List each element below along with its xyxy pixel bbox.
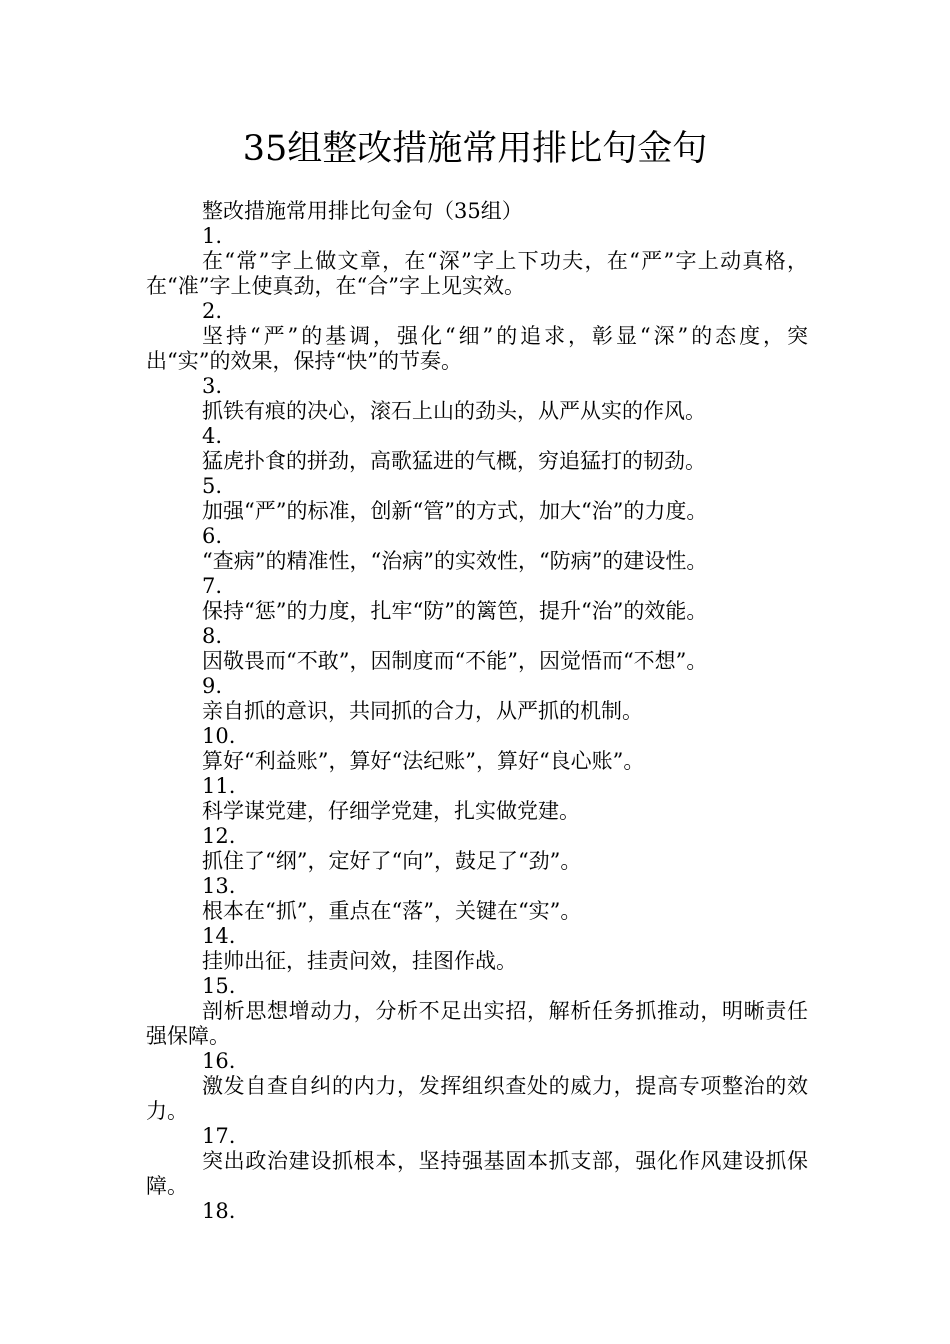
- item-list: [146, 224, 808, 1224]
- item-text: 剖析思想增动力，分析不足出实招，解析任务抓推动，明晰责任强保障。: [146, 999, 808, 1048]
- item-text: 猛虎扑食的拼劲，高歌猛进的气概，穷追猛打的韧劲。: [202, 449, 706, 473]
- item-number: 1.: [202, 224, 223, 248]
- document-body: [146, 199, 808, 1224]
- item-text: 亲自抓的意识，共同抓的合力，从严抓的机制。: [202, 699, 643, 723]
- item-text: 根本在“抓”，重点在“落”，关键在“实”。: [202, 899, 582, 923]
- item-number: 10.: [202, 724, 236, 748]
- item-text: 抓住了“纲”，定好了“向”，鼓足了“劲”。: [202, 849, 582, 873]
- item-number: 7.: [202, 574, 223, 598]
- document-subtitle: 整改措施常用排比句金句（35组）: [202, 199, 523, 223]
- item-text: “查病”的精准性，“治病”的实效性，“防病”的建设性。: [202, 549, 708, 573]
- item-number: 17.: [202, 1124, 236, 1148]
- item-number: 13.: [202, 874, 236, 898]
- item-number: 2.: [202, 299, 223, 323]
- item-number: 8.: [202, 624, 223, 648]
- item-text: 在“常”字上做文章，在“深”字上下功夫，在“严”字上动真格，在“准”字上使真劲，在“合”字上见实效。: [146, 249, 808, 298]
- item-text: 算好“利益账”，算好“法纪账”，算好“良心账”。: [202, 749, 645, 773]
- item-text: 因敬畏而“不敢”，因制度而“不能”，因觉悟而“不想”。: [202, 649, 708, 673]
- item-number: 9.: [202, 674, 223, 698]
- item-number: 3.: [202, 374, 223, 398]
- item-number: 11.: [202, 774, 236, 798]
- item-text: 保持“惩”的力度，扎牢“防”的篱笆，提升“治”的效能。: [202, 599, 708, 623]
- item-number: 4.: [202, 424, 223, 448]
- item-number: 16.: [202, 1049, 236, 1073]
- item-text: 挂帅出征，挂责问效，挂图作战。: [202, 949, 517, 973]
- item-number: 12.: [202, 824, 236, 848]
- document-title: 35组整改措施常用排比句金句: [242, 129, 708, 169]
- item-number: 14.: [202, 924, 236, 948]
- item-number: 15.: [202, 974, 236, 998]
- item-text: 科学谋党建，仔细学党建，扎实做党建。: [202, 799, 580, 823]
- item-text: 突出政治建设抓根本，坚持强基固本抓支部，强化作风建设抓保障。: [146, 1149, 808, 1198]
- item-text: 加强“严”的标准，创新“管”的方式，加大“治”的力度。: [202, 499, 708, 523]
- item-number: 5.: [202, 474, 223, 498]
- item-text: 激发自查自纠的内力，发挥组织查处的威力，提高专项整治的效力。: [146, 1074, 808, 1123]
- item-number: 18.: [202, 1199, 236, 1223]
- item-text: 坚持“严”的基调，强化“细”的追求，彰显“深”的态度，突出“实”的效果，保持“快”的节奏。: [146, 324, 808, 373]
- item-text: 抓铁有痕的决心，滚石上山的劲头，从严从实的作风。: [202, 399, 706, 423]
- item-number: 6.: [202, 524, 223, 548]
